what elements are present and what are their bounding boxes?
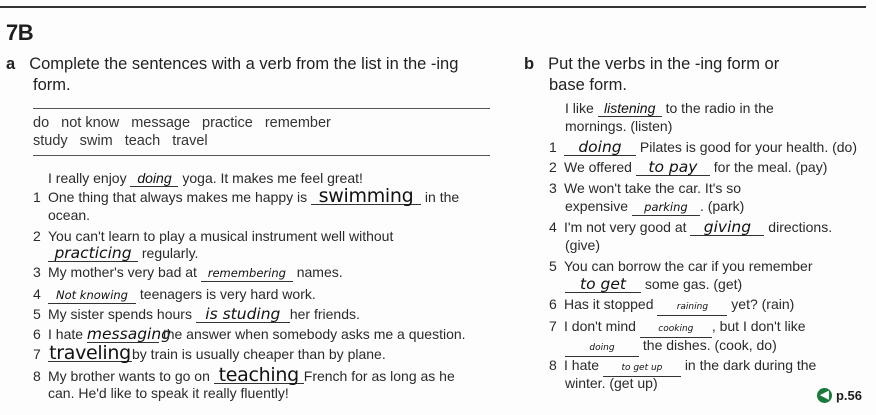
a-example: I really enjoy doing yoga. It makes me feel great! [48,170,363,186]
unit-heading: 7B [6,20,34,45]
b-item-4: 4 I'm not very good at giving directions. [549,218,833,236]
b-item-6: 6 Has it stopped raining yet? (rain) [549,296,794,316]
a-item-4: 4 Not knowing teenagers is very hard work. [33,286,316,302]
section-b-instruction: b Put the verbs in the -ing form or [524,55,780,73]
section-a-instruction: a Complete the sentences with a verb from the list in the -ing [6,55,459,73]
b-item-2: 2 We offered to pay for the meal. (pay) [549,158,828,176]
a-item-7-answer[interactable]: traveling [49,342,131,364]
a-item-2: 2 You can't learn to play a musical instrument well without [33,228,394,244]
arrow-back-icon: ◀ [817,388,832,403]
section-a-instruction-2: form. [33,76,71,94]
word-do: do [33,115,50,131]
b-item-7: 7 I don't mind cooking , but I don't like [549,318,806,338]
b-item-4-answer[interactable]: giving [690,220,764,236]
a-item-6: 6 I hate messaging the answer when somebody asks me a question. [33,325,466,343]
b-example: I like listening to the radio in the [565,100,774,116]
a-item-8: 8 My brother wants to go on teaching French for as long as he [33,364,455,386]
a-item-2-answer[interactable]: practicing [48,246,138,262]
a-item-1-line2: ocean. [48,207,91,223]
b-item-5-answer[interactable]: to get [565,277,641,293]
a-item-1-answer[interactable]: swimming [311,189,421,205]
word-teach: teach [124,133,161,149]
a-item-5: 5 My sister spends hours is studing her friends. [33,305,360,323]
a-item-7: 7 travelingby train is usually cheaper than by plane. [33,342,386,364]
b-item-5: 5 You can borrow the car if you remember [549,258,813,274]
a-example-answer: doing [130,171,178,187]
a-item-4-answer[interactable]: Not knowing [48,288,136,304]
b-item-1-answer[interactable]: doing [564,140,636,156]
b-item-7-line2: doing the dishes. (cook, do) [565,337,777,357]
b-item-7-answer-2[interactable]: doing [565,341,639,357]
word-study: study [33,133,68,149]
word-remember: remember [264,115,331,131]
wordlist-row-2 [33,133,208,149]
section-b-letter: b [524,55,535,73]
section-a-letter: a [6,55,16,73]
b-example-line2: mornings. (listen) [565,118,673,134]
wordlist-bottom-rule [33,155,490,156]
a-item-8-line2: can. He'd like to speak it really fluently! [48,385,289,401]
a-item-2-line2: practicing regularly. [48,245,198,262]
b-item-3-answer[interactable]: parking [632,200,700,216]
a-item-6-answer[interactable]: messaging [86,325,172,343]
b-item-7-answer-1[interactable]: cooking [640,322,712,338]
wordlist-top-rule [33,108,490,109]
b-item-1: 1 doing Pilates is good for your health. (do) [549,138,858,156]
a-item-8-answer[interactable]: teaching [214,368,304,384]
b-item-8: 8 I hate to get up in the dark during the [549,357,816,377]
word-not-know: not know [61,115,120,131]
word-travel: travel [172,133,208,149]
word-practice: practice [202,115,253,131]
word-message: message [131,115,191,131]
page-reference-label: p.56 [835,388,862,403]
page-reference[interactable] [817,388,862,403]
b-item-8-line2: winter. (get up) [565,375,658,391]
b-item-2-answer[interactable]: to pay [636,160,710,176]
b-item-3: 3 We won't take the car. It's so [549,180,742,196]
a-item-3: 3 My mother's very bad at remembering names. [33,264,343,280]
a-item-3-answer[interactable]: remembering [201,266,293,282]
b-item-6-answer[interactable]: raining [657,300,727,316]
a-item-1: 1 One thing that always makes me happy is swimming in the [33,185,460,207]
a-item-5-answer[interactable]: is studing [196,307,290,323]
section-b-instruction-2: base form. [549,76,627,94]
wordlist-row-1 [33,115,331,131]
top-rule [0,6,866,8]
word-swim: swim [79,133,113,149]
b-item-8-answer[interactable]: to get up [603,361,681,377]
b-item-3-line2: expensive parking . (park) [565,198,745,214]
b-item-5-line2: to get some gas. (get) [565,276,742,293]
b-example-answer: listening [598,101,662,117]
b-item-4-line2: (give) [565,237,601,253]
